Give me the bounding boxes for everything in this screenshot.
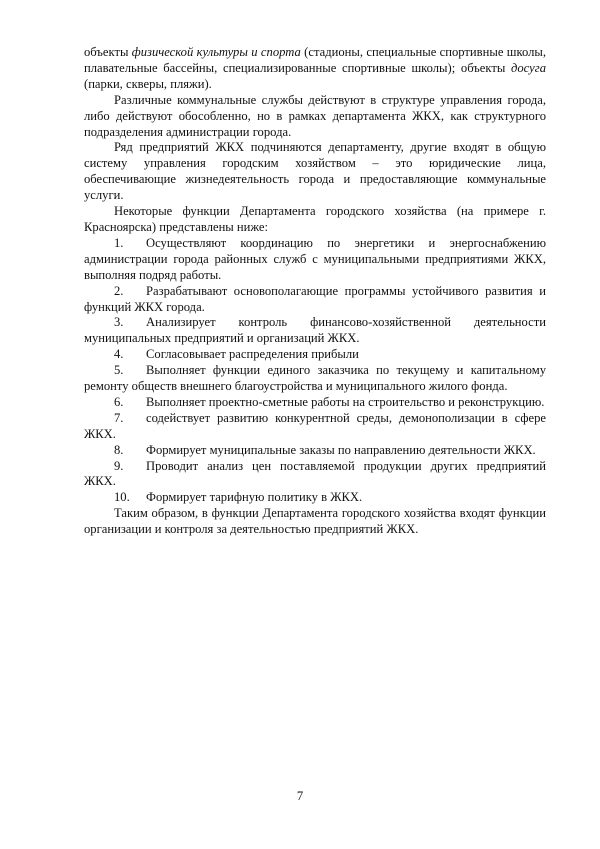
text-run: (стадионы, специальные спортивные школы, плавательные бассейны, специализированные спортивные школы); объекты [84,45,546,75]
item-number: 9. [114,458,124,473]
item-number: 1. [114,235,124,250]
item-text: Проводит анализ цен поставляемой продукции других предприятий ЖКХ. [84,458,546,489]
text-run: объекты [84,45,132,59]
item-text: Осуществляют координацию по энергетики и энергоснабжению администрации города районных служб с муниципальными предприятиями ЖКХ, выполняя подряд работы. [84,235,546,282]
item-text: Анализирует контроль финансово-хозяйственной деятельности муниципальных предприятий и организаций ЖКХ. [84,315,546,346]
page-number: 7 [296,789,304,803]
item-number: 8. [114,442,124,457]
list-item [84,284,546,316]
item-number: 7. [114,410,124,425]
item-number: 10. [114,490,130,505]
item-text: Согласовывает распределения прибыли [146,347,359,362]
item-number: 4. [114,347,124,362]
paragraph-functions-intro: Некоторые функции Департамента городского хозяйства (на примере г. Красноярска) представлены ниже: [84,204,546,234]
paragraph-conclusion: Таким образом, в функции Департамента городского хозяйства входят функции организации и контроля за деятельностью предприятий ЖКХ. [84,506,546,537]
text-run: (парки, скверы, пляжи). [84,76,212,91]
item-number: 2. [114,283,124,298]
paragraph-facilities [84,45,546,93]
list-item [84,363,546,395]
item-text: Формирует муниципальные заказы по направлению деятельности ЖКХ. [146,442,536,457]
paragraph-enterprises: Ряд предприятий ЖКХ подчиняются департаменту, другие входят в общую систему управления городским хозяйством – это юридические лица, обеспечивающие жизнедеятельность города и предоставляющие коммунальные услуги. [84,140,546,203]
item-number: 6. [114,394,124,409]
item-text: Формирует тарифную политику в ЖКХ. [146,490,363,505]
item-number: 3. [114,315,124,330]
item-text: Выполняет проектно-сметные работы на строительство и реконструкцию. [146,394,545,409]
emphasis-leisure: досуга [511,60,546,75]
item-text: Разрабатывают основополагающие программы устойчивого развития и функций ЖКХ города. [84,283,546,314]
document-body [84,45,546,538]
list-item [84,490,546,506]
list-item [84,443,546,459]
list-item [84,236,546,284]
item-number: 5. [114,363,124,378]
list-item [84,347,546,363]
list-item [84,395,546,411]
functions-list [84,236,546,506]
list-item [84,411,546,443]
item-text: Выполняет функции единого заказчика по текущему и капитальному ремонту обществ внешнего благоустройства и муниципального жилого фонда. [84,363,546,394]
list-item [84,315,546,347]
paragraph-services: Различные коммунальные службы действуют в структуре управления города, либо действуют обособленно, но в рамках департамента ЖКХ, как структурного подразделения администрации города. [84,92,546,139]
item-text: содействует развитию конкурентной среды, демонополизации в сфере ЖКХ. [84,410,546,441]
emphasis-sport: физической культуры и спорта [131,45,301,59]
list-item [84,459,546,491]
